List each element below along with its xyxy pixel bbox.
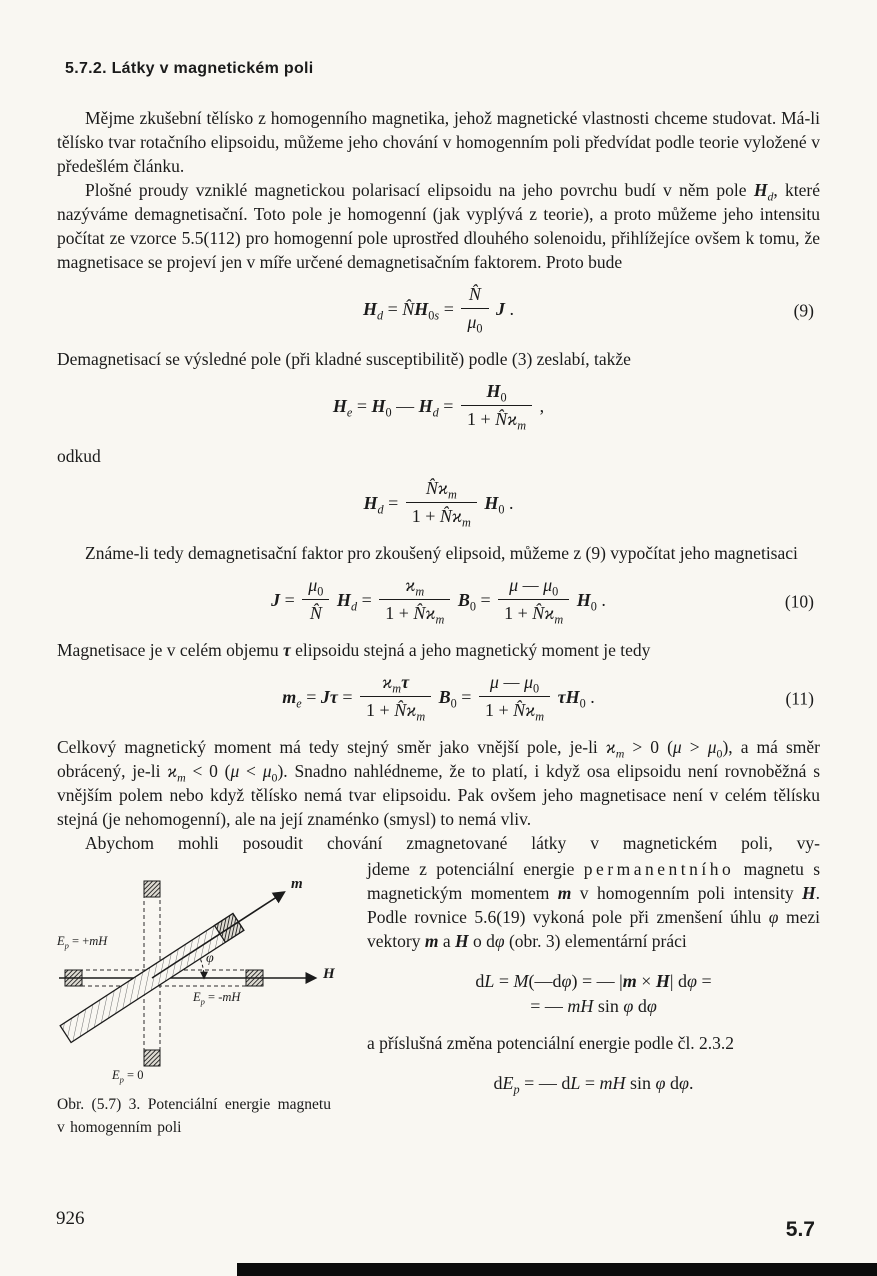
equation-9: [57, 286, 820, 335]
equation-11-body: $m_e = J\tau$ = $\frac{ϰ_m\tau}{1 + N̂ϰ_m}$ $B_0$ = $\frac{\mu — \mu_0}{1 + N̂ϰ_m}$ $\tau H_0$ .: [282, 672, 595, 724]
text-run: v homogenním poli intensity: [571, 883, 802, 903]
text-run: Magnetisace je v celém objemu: [57, 640, 283, 660]
text-run: , a má směr obrácený, je-li: [57, 737, 820, 781]
emphasized-word: permanentního: [583, 859, 735, 879]
equation-dEp-body: $dE_p$ = — dL = mH sin φ dφ.: [493, 1073, 694, 1097]
inline-math-kappa-positive: $ϰ_m > 0$ $(\mu > \mu_0)$: [605, 737, 729, 761]
paragraph-4: Známe-li tedy demagnetisační faktor pro zkoušený elipsoid, můžeme z (9) vypočítat jeho magnetisaci: [85, 543, 798, 563]
inline-math-m: m: [557, 883, 572, 903]
pole-bottom-square: [144, 1050, 160, 1066]
text-run: mezi vektory: [367, 907, 820, 951]
magnet-bar-rotated: [60, 884, 289, 1042]
equation-10-body: J = $\frac{\mu_0}{N̂}$ $H_d$ = $\frac{ϰ_m}{1 + N̂ϰ_m}$ $B_0$ = $\frac{\mu — \mu_0}{1 + N̂ϰ_m}$ $H_0$ .: [271, 575, 606, 627]
text-run: Celkový magnetický moment má tedy stejný směr jako vnější pole, je-li: [57, 737, 606, 757]
paragraph-odkud: odkud: [57, 446, 101, 466]
figure-potential-energy: [57, 863, 342, 1083]
label-energy-zero: $E_p = 0$: [112, 1068, 144, 1085]
equation-dL-line1-body: dL = M(—dφ) = — |m × H| dφ =: [475, 971, 712, 991]
text-run: Plošné proudy vzniklé magnetickou polarisací elipsoidu na jeho povrchu budí v něm pole: [85, 180, 754, 200]
figure-column: [57, 857, 353, 1139]
text-run: magnetu s magnetickým momentem: [367, 859, 821, 903]
paragraph-2: [57, 178, 820, 274]
equation-10-tag: (10): [784, 591, 814, 611]
scan-artifact-bar: [237, 1263, 877, 1276]
text-run: o d: [468, 931, 495, 951]
inline-math-Hd: $H_d$: [753, 180, 774, 204]
inline-math-H: H: [802, 883, 816, 903]
equation-dL-line2-body: = — mH sin φ dφ: [530, 996, 657, 1016]
page-number: 926: [56, 1208, 85, 1229]
equation-9-tag: (9): [793, 300, 814, 320]
inline-math-m2: m: [424, 931, 439, 951]
paragraph-1: Mějme zkušební tělísko z homogenního magnetika, jehož magnetické vlastnosti chceme studovat. Má-li tělísko tvar rotačního elipsoidu, můžeme jeho chování v homogenním poli předvídat podle teorie vyložené v předešlém článku.: [57, 108, 820, 176]
paragraph-7-first-line: Abychom mohli posoudit chování zmagnetované látky v magnetickém poli, vy-: [85, 833, 820, 853]
paragraph-6: [57, 735, 820, 831]
text-run: jdeme z potenciální energie: [367, 859, 584, 879]
equation-Hd-body: $H_d$ = $\frac{N̂ϰ_m}{1 + N̂ϰ_m}$ $H_0$ .: [363, 478, 514, 530]
text-run: (obr. 3) elementární práci: [504, 931, 687, 951]
inline-math-tau: τ: [282, 640, 291, 660]
equation-dL-line1: [367, 971, 820, 992]
label-energy-plus: $E_p = +mH$: [57, 934, 108, 951]
figure-and-text-row: [57, 857, 820, 1139]
section-heading: 5.7.2. Látky v magnetickém poli: [65, 60, 314, 77]
equation-11-tag: (11): [785, 688, 814, 708]
equation-dEp: [367, 1073, 820, 1097]
equation-10: [57, 577, 820, 626]
page-content: [57, 60, 820, 1139]
equation-9-body: $H_d$ = $N̂H_{0s}$ = $\frac{N̂}{\mu_0}$ J .: [362, 284, 515, 336]
paragraph-8: a příslušná změna potenciální energie podle čl. 2.3.2: [367, 1033, 735, 1053]
figure-diagram: [57, 863, 342, 1083]
label-energy-minus: $E_p = -mH$: [193, 990, 241, 1007]
text-run: , které nazýváme demagnetisační. Toto pole je homogenní (jak vyplývá z teorie), a proto můžeme jeho intensitu počítat ze vzorce 5.5(112) pro homogenní pole uprostřed dlouhého solenoidu, přihlížejíce ovšem k tomu, že magnetisace se projeví jen v míře určené demagnetisačním faktorem. Proto bude: [57, 180, 820, 272]
pole-top-square: [144, 881, 160, 897]
inline-math-phi: φ: [768, 907, 779, 927]
equation-He: [57, 383, 820, 432]
inline-math-phi2: φ: [494, 931, 505, 951]
paragraph-5: [57, 638, 820, 662]
paragraph-3: Demagnetisací se výsledné pole (při kladné susceptibilitě) podle (3) zeslabí, takže: [57, 349, 631, 369]
text-column: [353, 857, 820, 1139]
equation-Hd: [57, 480, 820, 529]
label-field-H: H: [323, 966, 335, 982]
label-angle-phi: φ: [206, 951, 214, 966]
equation-11: [57, 674, 820, 723]
paragraph-7-continued: [367, 857, 820, 953]
figure-caption: Obr. (5.7) 3. Potenciální energie magnetu v homogenním poli: [57, 1096, 331, 1136]
section-number: 5.7: [785, 1218, 815, 1241]
inline-math-H2: H: [455, 931, 469, 951]
text-run: a: [438, 931, 455, 951]
label-moment-m: m: [291, 876, 303, 892]
text-run: elipsoidu stejná a jeho magnetický moment je tedy: [290, 640, 651, 660]
text-run: . Snadno nahlédneme, že to platí, i když osa elipsoidu není rovnoběžná s vnějším polem nebo když tělísko nemá tvar elipsoidu. Pak ovšem jeho magnetisace není v celém tělísku stejná (je nehomogenní), ale na její znaménko (smysl) to nemá vliv.: [57, 761, 821, 829]
text-run: . Podle rovnice 5.6(19) vykoná pole při zmenšení úhlu: [367, 883, 820, 927]
equation-He-body: $H_e = H_0$ — $H_d$ = $\frac{H_0}{1 + N̂ϰ_m}$ ,: [332, 381, 545, 433]
inline-math-kappa-negative: $ϰ_m < 0$ $(\mu < \mu_0)$: [167, 761, 284, 785]
equation-dL-line2: [367, 996, 820, 1017]
moment-arrow: [152, 892, 284, 978]
